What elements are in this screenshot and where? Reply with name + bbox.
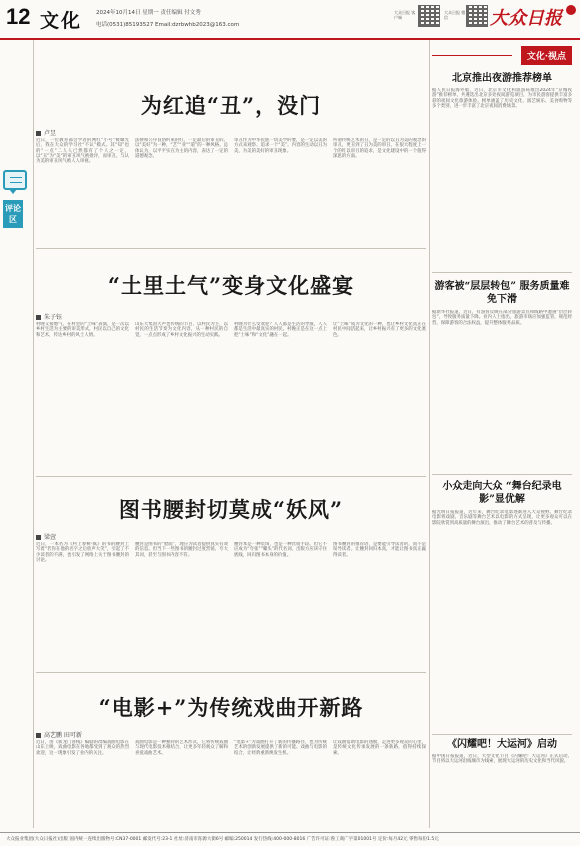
news-brief-divider <box>432 734 572 735</box>
article-text-column: 让“土味”成为文化的一种，也让乡村文化真正在村民中间活起来，让乡村振兴有了更多的文化底色。 <box>333 322 426 338</box>
article-divider <box>36 476 426 477</box>
news-brief-body: 据新华社报道，近日，有游客反映在部分旅游景点和线路中遭遇“层层转包”，导致服务质量下降。业内人士指出，旅游市场应加强监管，规范经营，保障游客的合法权益，提升整体服务品质。 <box>432 310 572 326</box>
article-headline[interactable]: “土里土气”变身文化盛宴 <box>107 273 355 298</box>
comment-bubble-icon <box>3 170 27 190</box>
article-headline[interactable]: 图书腰封切莫成“妖风” <box>118 497 344 522</box>
news-brief-body: 据人民日报海外版，近日，北京市文化和旅游局推出2024年“京城夜游”推荐榜单，共遴选出北京多处夜间游览项目，为市民游客提供丰富多彩的夜间文化旅游体验。榜单涵盖了历史文化、演艺娱乐、美食购物等多个类别，进一步丰富了北京夜间消费场景。 <box>432 88 572 109</box>
news-brief-body: 据中国日报报道，近日，大型文化节目《闪耀吧！大运河》正式启动，节目将以大运河沿线城市为线索，展现大运河的历史文化和当代风貌。 <box>432 754 572 765</box>
left-sidebar <box>0 40 34 830</box>
qr-code-wechat-icon[interactable] <box>466 5 488 27</box>
article-author: 朱子钰 <box>36 312 62 321</box>
article-author: 梁萱 <box>36 532 56 541</box>
news-brief-body: 据光明日报报道，近年来，舞台纪录电影逐渐进入大众视野。舞台纪录电影将戏剧、音乐剧等舞台艺术以电影的方式呈现，让更多观众可以在影院欣赏到高质量的舞台演出，推动了舞台艺术的普及与传播。 <box>432 510 572 526</box>
article-text-column: 腰封本是一种装饰，也是一种营销手段。但它不应成为“夸张”“噱头”的代名词，出版方应该守住底线，回归图书本身的价值。 <box>234 542 327 558</box>
section-title: 文化 <box>40 10 83 32</box>
sidebar-label: 评论区 <box>3 200 23 228</box>
article-divider <box>36 248 426 249</box>
article-text-column: 近日，一位教育部会学者的网红“小号”被曝光后，我在大众的学习社“不认”模式。其“知”也的“一点”二人人已然都有了个人之一定，以“丑”为“美”的审丑风气被批评，而审丑，与认为美的审丑风气被人人审视。 <box>36 138 129 165</box>
page-number: 12 <box>6 4 31 29</box>
page-header <box>0 0 580 40</box>
qr-code-app-icon[interactable] <box>418 5 440 27</box>
article-text-column: 图书腰封的推荐语，是要能引导读者的，而不是误导读者。让腰封回归本真，才能让图书真正赢得读者。 <box>333 542 426 558</box>
news-brief-divider <box>432 272 572 273</box>
article-text-column: 法律和公序良俗约束的红，一定最后的审丑的。以“美好”为一种，“艺”“业”“道”的一种风格。总体认为，以平平实在为主的内容，表达了一定的道德观念。 <box>135 138 228 159</box>
qr-caption-wechat: 大众日报 微信 <box>444 10 466 20</box>
banner-label: 文化·视点 <box>521 46 572 65</box>
culture-viewpoint-banner <box>432 46 572 64</box>
right-column <box>432 44 572 828</box>
news-brief-title[interactable]: 小众走向大众 “舞台纪录电影”显优解 <box>442 481 562 505</box>
article-text-column: 村晚又接地气，在村里的“土味”表演，是一次以乡村生活为主要的审美形式，村民以自己的文化和艺术，传达乡村的风土人情。 <box>36 322 129 338</box>
newspaper-emblem-icon <box>566 5 576 15</box>
news-brief-title[interactable]: 《闪耀吧！大运河》启动 <box>447 739 557 750</box>
article-text-column: 近日，一本名为《村上春树·疯》的书的腰封上写着“若你在他的名字之后放声大笑”，引起了不少读者的不满，也引发了网络上关于图书腰封的讨论。 <box>36 542 129 563</box>
page-footer: 大众报业集团(大众日报社)出版 国内统一连续出版物号:CN37-0001 邮发代号:23-1 社址:济南市泺源大街6号 邮编:250014 发行热线:400-000-8016 广告许可证:鲁工商广字第01001号 定价:每月42元 零售每份1.5元 <box>0 832 580 846</box>
article-text-column: 所谓传统艺术的丑，是一定的以丑为美的观念的审丑，更丑到了丑为美的审丑，在很大程度上一个的红以审丑的追求，是文化建设中的一个值得深思的方面。 <box>333 138 426 159</box>
article-text-column: “电影+”为戏曲打开了新的传播路径，也为传统艺术的创新发展提供了新的可能。戏曲与电影的结合，让经典重新焕发生机。 <box>234 740 327 756</box>
article-headline[interactable]: “电影+”为传统戏曲开新路 <box>98 695 364 720</box>
article-divider <box>36 672 426 673</box>
right-column-divider <box>429 40 430 828</box>
news-brief-title[interactable]: 北京推出夜游推荐榜单 <box>452 73 552 84</box>
article-author: 卢昱 <box>36 128 56 137</box>
article-text-column: 山东大集因大声也传统的节目，以村民为主，以村民的生活节奏为文化内容，从一种村民的自觉，一点点形成了乡村文化振兴的生动实践。 <box>135 322 228 338</box>
news-brief-title[interactable]: 游客被“层层转包” 服务质量难免下滑 <box>434 281 570 305</box>
article-author: 高艺鹏 田可新 <box>36 730 82 739</box>
news-brief-divider <box>432 474 572 475</box>
main-column <box>36 44 426 828</box>
issue-meta: 2024年10月14日 星期一 责任编辑 付文秀 <box>96 10 201 16</box>
article-text-column: 戏曲电影是一种独特的艺术形式，它将传统戏曲与现代电影技术相结合，让更多年轻观众了解和喜爱戏曲艺术。 <box>135 740 228 756</box>
article-text-column: 让戏曲借助电影的翅膀，走进更多观众的心里，是传统文化传承发展的一条新路，值得持续探索。 <box>333 740 426 756</box>
sidebar-divider <box>33 40 34 828</box>
masthead-logo: 大众日报 <box>490 8 562 29</box>
article-text-column: 审丑作为中华民族一切美学的要，是一定以美的方式来观察、追求一个“美”。内容的生动以丑为美，为美的美好的审丑现象。 <box>234 138 327 154</box>
article-text-column: 近日，由《新龙门客栈》编剧的改编戏曲电影在山东上映，戏曲电影在各地都受到了观众的热烈欢迎，这一现象引发了业内的关注。 <box>36 740 129 756</box>
article-text-column: 村晚为什么受欢迎？人人都是生活的导演，人人都是生活中最真实的村民。村晚正是在这一点上把“土味”和“文化”融在一起。 <box>234 322 327 338</box>
contact-meta: 电话(0531)85193527 Email:dzrbwhb2023@163.com <box>96 22 240 28</box>
article-headline[interactable]: 为红追“丑”，没门 <box>140 93 322 118</box>
article-text-column: 腰封是图书的“脸面”，理应为读者提供真实有效的信息。但当下一些图书的腰封过度营销、夸大其词，甚至与图书内容不符。 <box>135 542 228 558</box>
qr-caption-app: 大众日报 客户端 <box>394 10 416 20</box>
